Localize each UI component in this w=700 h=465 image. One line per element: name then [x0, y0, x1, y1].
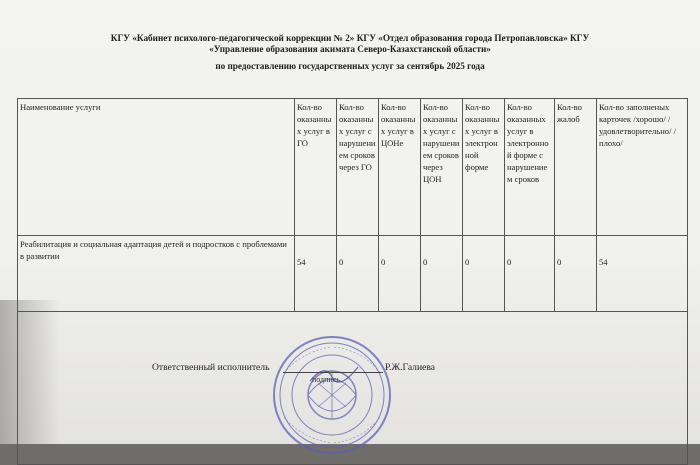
service-name-cell: Реабилитация и социальная адаптация детей и подростков с проблемами в развитии: [18, 236, 295, 312]
column-header: Кол-во заполненых карточек /хорошо/ /удовлетворительно/ /плохо/: [597, 99, 688, 236]
value-cell: 0: [463, 236, 505, 312]
value-cell: 0: [379, 236, 421, 312]
value-cell: 0: [337, 236, 379, 312]
value-cell: 0: [505, 236, 555, 312]
header-line-1: КГУ «Кабинет психолого-педагогической коррекции № 2» КГУ «Отдел образования города Петропавловска» КГУ: [110, 33, 590, 43]
value-cell: 0: [555, 236, 597, 312]
responsible-label: Ответственный исполнитель: [152, 362, 270, 373]
value-cell: 54: [295, 236, 337, 312]
header-line-2: «Управление образования акимата Северо-Казахстанской области»: [209, 44, 491, 54]
value-cell: 0: [421, 236, 463, 312]
header-period: по предоставлению государственных услуг за сентябрь 2025 года: [215, 61, 485, 71]
table-header-row: [18, 99, 688, 236]
value-cell: 54: [597, 236, 688, 312]
column-header: Кол-во жалоб: [555, 99, 597, 236]
column-header: Наименование услуги: [18, 99, 295, 236]
column-header: Кол-во оказанных услуг с нарушением сроков через ЦОН: [421, 99, 463, 236]
responsible-name: Р.Ж.Галиева: [385, 362, 436, 373]
signature-line: [283, 372, 383, 373]
column-header: Кол-во оказанных услуг с нарушением сроков через ГО: [337, 99, 379, 236]
signature-caption: подпись: [312, 375, 340, 384]
column-header: Кол-во оказанных услуг в ГО: [295, 99, 337, 236]
table-row: [18, 236, 688, 312]
column-header: Кол-во оказанных услуг в электронной форме с нарушением сроков: [505, 99, 555, 236]
column-header: Кол-во оказанных услуг в электронной форме: [463, 99, 505, 236]
official-stamp: [270, 333, 394, 457]
column-header: Кол-во оказанных услуг в ЦОНе: [379, 99, 421, 236]
